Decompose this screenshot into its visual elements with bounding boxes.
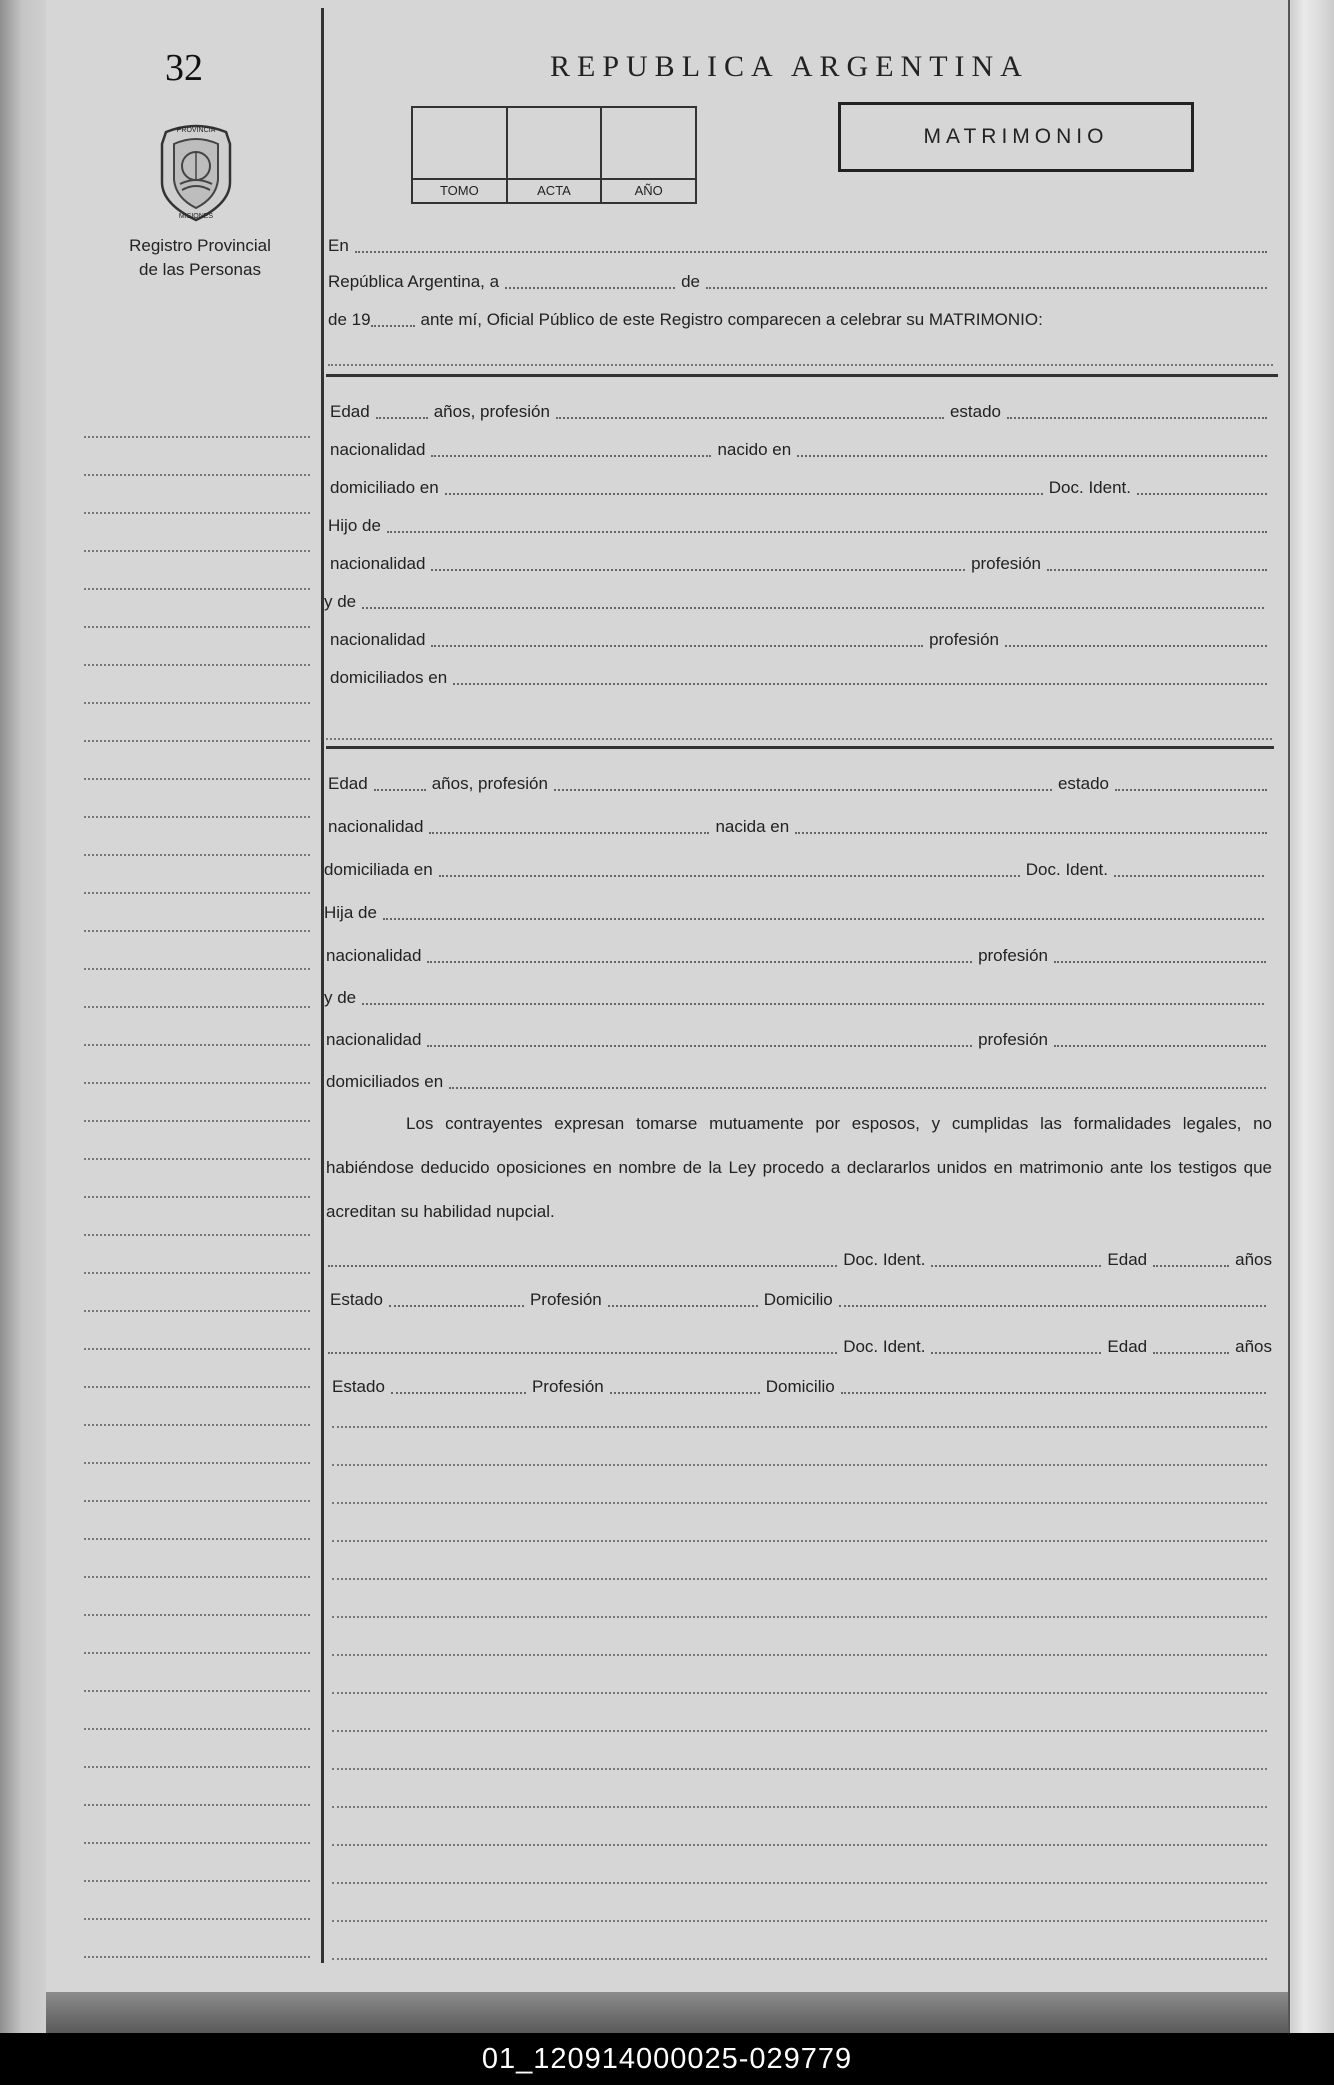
fill-domiciliados[interactable] bbox=[449, 1087, 1266, 1089]
blank-line[interactable] bbox=[332, 1502, 1267, 1504]
label-doc-ident: Doc. Ident. bbox=[843, 1250, 926, 1269]
fill-doc-ident[interactable] bbox=[1114, 875, 1264, 877]
acta-label: ACTA bbox=[508, 178, 601, 202]
margin-line[interactable] bbox=[84, 854, 310, 856]
margin-line[interactable] bbox=[84, 1158, 310, 1160]
anio-cell[interactable] bbox=[602, 108, 695, 202]
page-right-edge bbox=[1288, 0, 1334, 2033]
margin-line[interactable] bbox=[84, 512, 310, 514]
tomo-label: TOMO bbox=[413, 178, 506, 202]
fill-line[interactable] bbox=[328, 364, 1273, 366]
fill-nacionalidad[interactable] bbox=[429, 832, 709, 834]
label-estado: estado bbox=[1057, 774, 1109, 793]
fill-profesion[interactable] bbox=[1054, 961, 1266, 963]
seal-text-top: PROVINCIA bbox=[176, 127, 216, 134]
field-republica[interactable] bbox=[328, 268, 1273, 292]
blank-line[interactable] bbox=[332, 1540, 1267, 1542]
fill-estado[interactable] bbox=[1007, 417, 1267, 419]
bride-padre-nacionalidad-row[interactable] bbox=[326, 942, 1272, 966]
margin-line[interactable] bbox=[84, 550, 310, 552]
book-spine bbox=[0, 0, 46, 2033]
label-estado: Estado bbox=[332, 1377, 385, 1396]
label-anos-profesion: años, profesión bbox=[433, 402, 550, 421]
margin-line[interactable] bbox=[84, 1082, 310, 1084]
label-domiciliados-en: domiciliados en bbox=[326, 1072, 444, 1091]
bride-nacionalidad-row[interactable] bbox=[328, 813, 1273, 837]
blank-line[interactable] bbox=[332, 1958, 1267, 1960]
field-en[interactable] bbox=[328, 232, 1273, 256]
label-edad: Edad bbox=[1107, 1250, 1148, 1269]
margin-line[interactable] bbox=[84, 702, 310, 704]
document-type-box: MATRIMONIO bbox=[838, 102, 1194, 172]
label-estado: Estado bbox=[330, 1290, 383, 1309]
witness-2-row-2[interactable] bbox=[332, 1373, 1272, 1397]
label-nacionalidad: nacionalidad bbox=[330, 554, 426, 573]
blank-line[interactable] bbox=[332, 1730, 1267, 1732]
label-de: de bbox=[681, 272, 700, 291]
tomo-cell[interactable] bbox=[413, 108, 508, 202]
fill-doc-ident[interactable] bbox=[931, 1265, 1101, 1267]
fill-nacionalidad[interactable] bbox=[431, 455, 711, 457]
margin-line[interactable] bbox=[84, 436, 310, 438]
blank-line[interactable] bbox=[332, 1654, 1267, 1656]
registry-label bbox=[100, 234, 300, 282]
fill-edad[interactable] bbox=[376, 417, 428, 419]
fill-estado[interactable] bbox=[389, 1305, 524, 1307]
fill-nacionalidad[interactable] bbox=[427, 1045, 972, 1047]
fill-doc-ident[interactable] bbox=[1137, 493, 1267, 495]
label-y-de: y de bbox=[324, 988, 357, 1007]
fill-doc-ident[interactable] bbox=[931, 1352, 1101, 1354]
margin-line[interactable] bbox=[84, 1728, 310, 1730]
fill-domiciliados[interactable] bbox=[453, 683, 1267, 685]
page-bottom-edge bbox=[46, 1992, 1288, 2033]
bride-domiciliados-row[interactable] bbox=[326, 1068, 1272, 1092]
margin-line[interactable] bbox=[84, 816, 310, 818]
margin-line[interactable] bbox=[84, 1120, 310, 1122]
blank-line[interactable] bbox=[332, 1464, 1267, 1466]
fill-padre[interactable] bbox=[383, 918, 1264, 920]
witness-1-row-1[interactable] bbox=[328, 1246, 1272, 1270]
fill-line[interactable] bbox=[326, 738, 1272, 740]
bride-domicilio-row[interactable] bbox=[324, 856, 1270, 880]
margin-line[interactable] bbox=[84, 1234, 310, 1236]
fill-profesion[interactable] bbox=[1054, 1045, 1266, 1047]
label-nacionalidad: nacionalidad bbox=[328, 817, 424, 836]
blank-line[interactable] bbox=[332, 1768, 1267, 1770]
fill-profesion[interactable] bbox=[1047, 569, 1267, 571]
label-anos: años bbox=[1235, 1337, 1272, 1356]
label-profesion: profesión bbox=[929, 630, 999, 649]
fill-month[interactable] bbox=[706, 287, 1267, 289]
margin-line[interactable] bbox=[84, 1044, 310, 1046]
groom-domiciliados-row[interactable] bbox=[330, 664, 1273, 688]
groom-padre-nacionalidad-row[interactable] bbox=[330, 550, 1273, 574]
groom-nacionalidad-row[interactable] bbox=[330, 436, 1273, 460]
blank-line[interactable] bbox=[332, 1844, 1267, 1846]
margin-line[interactable] bbox=[84, 1614, 310, 1616]
margin-line[interactable] bbox=[84, 588, 310, 590]
seal-text-bottom: MISIONES bbox=[178, 213, 214, 220]
bride-hija-de-row[interactable] bbox=[324, 899, 1270, 923]
margin-line[interactable] bbox=[84, 1690, 310, 1692]
margin-line[interactable] bbox=[84, 1576, 310, 1578]
acta-cell[interactable] bbox=[508, 108, 603, 202]
label-profesion: profesión bbox=[978, 946, 1048, 965]
label-doc-ident: Doc. Ident. bbox=[1025, 860, 1108, 879]
registry-label-line-2: de las Personas bbox=[139, 260, 261, 279]
fill-profesion[interactable] bbox=[610, 1392, 760, 1394]
margin-line[interactable] bbox=[84, 1918, 310, 1920]
label-de19: de 19 bbox=[328, 310, 371, 329]
fill-profesion[interactable] bbox=[1005, 645, 1267, 647]
blank-line[interactable] bbox=[332, 1616, 1267, 1618]
anio-label: AÑO bbox=[602, 178, 695, 202]
fill-estado[interactable] bbox=[391, 1392, 526, 1394]
fill-profesion[interactable] bbox=[554, 789, 1052, 791]
label-nacionalidad: nacionalidad bbox=[330, 440, 426, 459]
margin-line[interactable] bbox=[84, 1880, 310, 1882]
groom-madre-nacionalidad-row[interactable] bbox=[330, 626, 1273, 650]
margin-line[interactable] bbox=[84, 1424, 310, 1426]
fill-edad[interactable] bbox=[1153, 1265, 1229, 1267]
fill-nacionalidad[interactable] bbox=[431, 569, 965, 571]
fill-profesion[interactable] bbox=[556, 417, 944, 419]
fill-padre[interactable] bbox=[387, 531, 1267, 533]
intro-text: ante mí, Oficial Público de este Registro comparecen a celebrar su MATRIMONIO: bbox=[420, 310, 1043, 329]
margin-line[interactable] bbox=[84, 664, 310, 666]
label-estado: estado bbox=[949, 402, 1001, 421]
fill-domicilio[interactable] bbox=[445, 493, 1043, 495]
fill-madre[interactable] bbox=[362, 1003, 1264, 1005]
label-nacida-en: nacida en bbox=[715, 817, 790, 836]
margin-line[interactable] bbox=[84, 892, 310, 894]
fill-day[interactable] bbox=[505, 287, 675, 289]
page-number: 32 bbox=[165, 47, 203, 89]
blank-line[interactable] bbox=[332, 1692, 1267, 1694]
fill-witness-name[interactable] bbox=[328, 1352, 837, 1354]
groom-domicilio-row[interactable] bbox=[330, 474, 1273, 498]
label-y-de: y de bbox=[324, 592, 357, 611]
margin-line[interactable] bbox=[84, 778, 310, 780]
label-doc-ident: Doc. Ident. bbox=[843, 1337, 926, 1356]
groom-hijo-de-row[interactable] bbox=[328, 512, 1273, 536]
margin-line[interactable] bbox=[84, 1196, 310, 1198]
fill-year[interactable] bbox=[371, 325, 415, 327]
margin-line[interactable] bbox=[84, 1348, 310, 1350]
registry-label-line-1: Registro Provincial bbox=[129, 236, 271, 255]
margin-line[interactable] bbox=[84, 1766, 310, 1768]
bride-edad-row[interactable] bbox=[328, 770, 1273, 794]
margin-line[interactable] bbox=[84, 740, 310, 742]
section-rule bbox=[326, 374, 1278, 377]
blank-line[interactable] bbox=[332, 1882, 1267, 1884]
margin-line[interactable] bbox=[84, 1842, 310, 1844]
fill-edad[interactable] bbox=[374, 789, 426, 791]
fill-domicilio[interactable] bbox=[841, 1392, 1266, 1394]
margin-line[interactable] bbox=[84, 1500, 310, 1502]
provincial-seal-icon bbox=[150, 118, 242, 226]
witness-2-row-1[interactable] bbox=[328, 1333, 1272, 1357]
label-nacionalidad: nacionalidad bbox=[326, 946, 422, 965]
margin-line[interactable] bbox=[84, 1006, 310, 1008]
label-domicilio: Domicilio bbox=[765, 1377, 835, 1396]
witness-1-row-2[interactable] bbox=[330, 1286, 1272, 1310]
fill-nacionalidad[interactable] bbox=[431, 645, 923, 647]
image-id-footer: 01_120914000025-029779 bbox=[481, 2043, 853, 2075]
label-hijo-de: Hijo de bbox=[328, 516, 381, 535]
blank-line[interactable] bbox=[332, 1426, 1267, 1428]
label-en: En bbox=[328, 236, 349, 255]
country-title: REPUBLICA ARGENTINA bbox=[550, 50, 1029, 83]
section-rule bbox=[326, 746, 1274, 749]
field-year-intro[interactable] bbox=[328, 306, 1273, 330]
groom-edad-row[interactable] bbox=[330, 398, 1273, 422]
fill-profesion[interactable] bbox=[608, 1305, 758, 1307]
margin-line[interactable] bbox=[84, 1804, 310, 1806]
bride-y-de-row[interactable] bbox=[324, 984, 1270, 1008]
label-domiciliado-en: domiciliado en bbox=[330, 478, 439, 497]
margin-line[interactable] bbox=[84, 1462, 310, 1464]
margin-line[interactable] bbox=[84, 626, 310, 628]
fill-domicilio[interactable] bbox=[839, 1305, 1266, 1307]
label-nacionalidad: nacionalidad bbox=[330, 630, 426, 649]
label-profesion: profesión bbox=[971, 554, 1041, 573]
label-profesion: Profesión bbox=[531, 1377, 604, 1396]
label-edad: Edad bbox=[330, 402, 370, 421]
margin-line[interactable] bbox=[84, 474, 310, 476]
fill-witness-name[interactable] bbox=[328, 1265, 837, 1267]
margin-line[interactable] bbox=[84, 1272, 310, 1274]
fill-nacionalidad[interactable] bbox=[427, 961, 972, 963]
register-box bbox=[411, 106, 697, 204]
fill-domicilio[interactable] bbox=[439, 875, 1020, 877]
bride-madre-nacionalidad-row[interactable] bbox=[326, 1026, 1272, 1050]
label-edad: Edad bbox=[1107, 1337, 1148, 1356]
margin-line[interactable] bbox=[84, 1310, 310, 1312]
fill-estado[interactable] bbox=[1115, 789, 1267, 791]
fill-line[interactable] bbox=[355, 251, 1267, 253]
label-edad: Edad bbox=[328, 774, 368, 793]
margin-line[interactable] bbox=[84, 1538, 310, 1540]
margin-line[interactable] bbox=[84, 1956, 310, 1958]
fill-edad[interactable] bbox=[1153, 1352, 1229, 1354]
margin-line[interactable] bbox=[84, 1386, 310, 1388]
label-profesion: Profesión bbox=[529, 1290, 602, 1309]
label-anos: años bbox=[1235, 1250, 1272, 1269]
label-anos-profesion: años, profesión bbox=[431, 774, 548, 793]
blank-line[interactable] bbox=[332, 1806, 1267, 1808]
blank-line[interactable] bbox=[332, 1578, 1267, 1580]
fill-madre[interactable] bbox=[362, 607, 1264, 609]
fill-nacida-en[interactable] bbox=[795, 832, 1267, 834]
fill-nacido-en[interactable] bbox=[797, 455, 1267, 457]
label-hija-de: Hija de bbox=[324, 903, 377, 922]
label-republica: República Argentina, a bbox=[328, 272, 500, 291]
label-domiciliada-en: domiciliada en bbox=[324, 860, 433, 879]
label-profesion: profesión bbox=[978, 1030, 1048, 1049]
declaration-paragraph: Los contrayentes expresan tomarse mutuamente por esposos, y cumplidas las formalidades legales, no habiéndose deducido oposiciones en nombre de la Ley procedo a declararlos unidos en matrimonio ante los testigos que acreditan su habilidad nupcial. bbox=[326, 1114, 1272, 1221]
margin-line[interactable] bbox=[84, 968, 310, 970]
label-domicilio: Domicilio bbox=[763, 1290, 833, 1309]
label-nacido-en: nacido en bbox=[717, 440, 792, 459]
label-nacionalidad: nacionalidad bbox=[326, 1030, 422, 1049]
label-domiciliados-en: domiciliados en bbox=[330, 668, 448, 687]
blank-line[interactable] bbox=[332, 1920, 1267, 1922]
label-doc-ident: Doc. Ident. bbox=[1048, 478, 1131, 497]
margin-line[interactable] bbox=[84, 930, 310, 932]
groom-y-de-row[interactable] bbox=[324, 588, 1270, 612]
margin-line[interactable] bbox=[84, 1652, 310, 1654]
